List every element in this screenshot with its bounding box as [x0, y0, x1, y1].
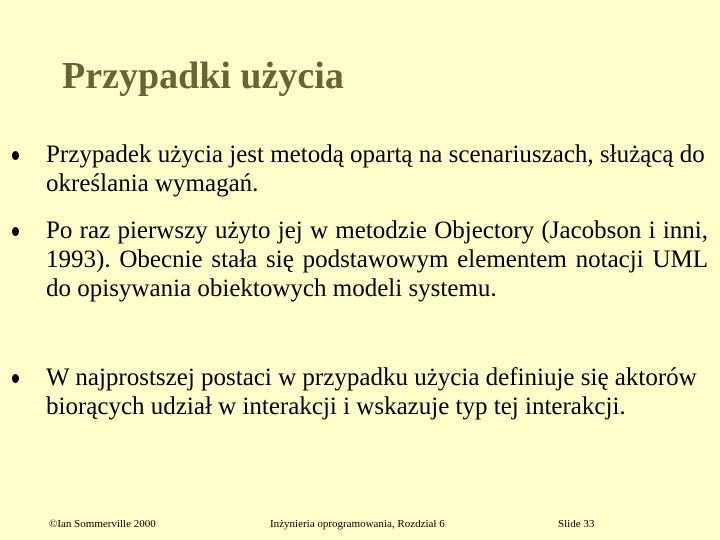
footer-course-title: Inżynieria oprogramowania, Rozdział 6 [270, 518, 445, 530]
bullet-item [46, 216, 708, 304]
bullet-dot-icon [12, 151, 19, 160]
bullet-text: W najprostszej postaci w przypadku użycia definiuje się aktorów biorących udział w interakcji i wskazuje typ tej interakcji. [46, 364, 697, 421]
footer-slide-number: Slide 33 [558, 518, 595, 530]
slide-title: Przypadki użycia [62, 55, 344, 97]
bullet-dot-icon [12, 227, 19, 236]
bullet-item [46, 140, 708, 198]
bullet-dot-icon [12, 374, 19, 383]
footer-copyright: ©Ian Sommerville 2000 [49, 518, 156, 530]
bullet-item [46, 363, 708, 421]
bullet-text: Przypadek użycia jest metodą opartą na scenariuszach, służącą do określania wymagań. [46, 141, 705, 198]
bullet-text: Po raz pierwszy użyto jej w metodzie Objectory (Jacobson i inni, 1993). Obecnie stała się podstawowym elementem notacji UML do opisywania obiektowych modeli systemu. [46, 217, 708, 303]
